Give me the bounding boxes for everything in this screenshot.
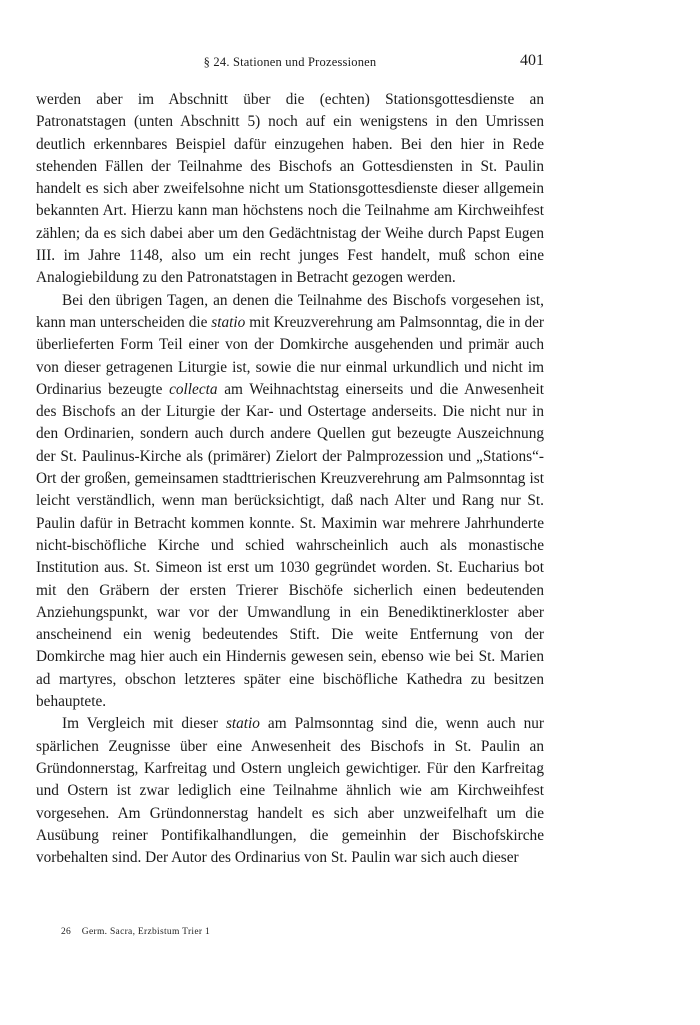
italic-term: statio — [211, 313, 246, 331]
text-run: mit Kreuzverehrung am Palmsonntag, die in der überlieferten Form Teil einer von der Domkirche ausgehenden und primär auch von dieser getragenen Liturgie ist, sowie die nur einmal urkundlich und nicht im Ordinarius bezeugte — [36, 313, 544, 398]
paragraph — [36, 290, 544, 714]
running-title: § 24. Stationen und Prozessionen — [203, 55, 377, 69]
text-run: werden aber im Abschnitt über die (echten) Stationsgottesdienste an Patronatstagen (unten Abschnitt 5) noch auf ein wenigstens in den Umrissen deutlich erkennbares Beispiel dafür einzugehen haben. Bei den hier in Rede stehenden Fällen der Teilnahme des Bischofs an Gottesdiensten in St. Paulin handelt es sich aber zweifelsohne nicht um Stationsgottesdienste dieser allgemein bekannten Art. Hierzu kann man höchstens noch die Teilnahme am Kirchweihfest zählen; da es sich dabei aber um den Gedächtnistag der Weihe durch Papst Eugen III. im Jahre 1148, also um ein recht junges Fest handelt, muß schon eine Analogiebildung zu den Patronatstagen in Betracht gezogen werden. — [36, 91, 544, 287]
printer-signature — [61, 927, 210, 937]
italic-term: collecta — [169, 380, 218, 398]
paragraph — [36, 89, 544, 290]
signature-number: 26 — [61, 927, 72, 937]
paragraph — [36, 713, 544, 869]
text-run: am Palmsonntag sind die, wenn auch nur spärlichen Zeugnisse über eine Anwesenheit des Bischofs in St. Paulin an Gründonnerstag, Karfreitag und Ostern ungleich gewichtiger. Für den Karfreitag und Ostern ist zwar lediglich eine Teilnahme ähnlich wie am Kirchweihfest vorgesehen. Am Gründonnerstag handelt es sich aber unzweifelhaft um die Ausübung reiner Pontifikalhandlungen, die gemeinhin der Bischofskirche vorbehalten sind. Der Autor des Ordinarius von St. Paulin war sich auch dieser — [36, 715, 544, 867]
body-text — [36, 89, 544, 869]
signature-text: Germ. Sacra, Erzbistum Trier 1 — [81, 927, 211, 937]
text-run: am Weihnachtstag einerseits und die Anwesenheit des Bischofs an der Liturgie der Kar- und Ostertage anderseits. Die nicht nur in den Ordinarien, sondern auch durch andere Quellen gut bezeugte Auszeichnung der St. Paulinus-Kirche als (primärer) Zielort der Palmprozession und „Stations“-Ort der großen, gemeinsamen stadttrierischen Kreuzverehrung am Palmsonntag ist leicht verständlich, wenn man berücksichtigt, daß nach Alter und Rang nur St. Paulin dafür in Betracht kommen konnte. St. Maximin war mehrere Jahrhunderte nicht-bischöfliche Kirche und schied wahrscheinlich auch als monastische Institution aus. St. Simeon ist erst um 1030 gegründet worden. St. Eucharius bot mit den Gräbern der ersten Trierer Bischöfe sicherlich einen bedeutenden Anziehungspunkt, war vor der Umwandlung in ein Benediktinerkloster aber anscheinend ein wenig bedeutendes Stift. Die weite Entfernung von der Domkirche mag hier auch ein Hindernis gewesen sein, ebenso wie bei St. Marien ad martyres, obschon letzteres später eine bischöfliche Kathedra zu besitzen behauptete. — [36, 380, 544, 711]
text-run: Bei den übrigen Tagen, an denen die Teilnahme des Bischofs vorgesehen ist, kann man unterscheiden die — [36, 291, 544, 331]
text-run: Im Vergleich mit dieser — [62, 715, 226, 733]
running-head — [36, 52, 544, 74]
page-number: 401 — [520, 52, 544, 69]
document-page — [36, 52, 544, 869]
italic-term: statio — [225, 715, 260, 733]
